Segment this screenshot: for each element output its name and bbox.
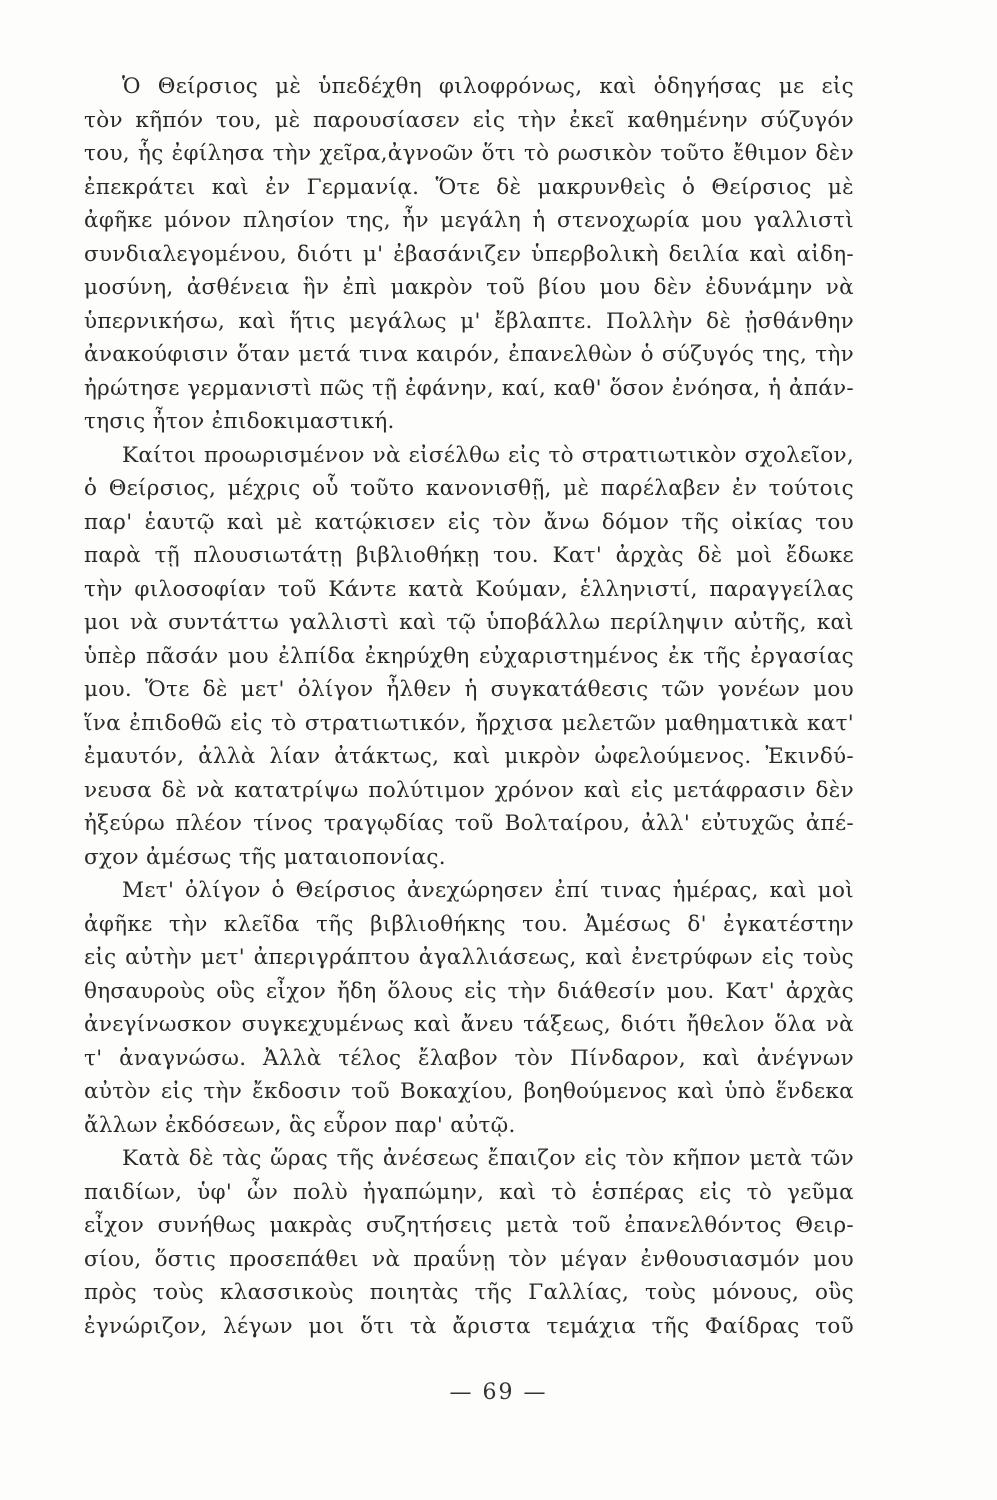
text-line: Μετ' ὀλίγον ὁ Θείρσιος ἀνεχώρησεν ἐπί τινας ἡμέρας, καὶ μοὶ xyxy=(122,878,854,903)
page-number: — 69 — xyxy=(449,1380,548,1405)
text-line: ὁ Θείρσιος, μέχρις οὗ τοῦτο κανονισθῇ, μὲ παρέλαβεν ἐν τούτοις xyxy=(84,476,854,501)
text-line: ἐγνώριζον, λέγων μοι ὅτι τὰ ἄριστα τεμάχια τῆς Φαίδρας τοῦ xyxy=(84,1313,854,1339)
body-text xyxy=(84,70,854,1343)
text-line: ἠρώτησε γερμανιστὶ πῶς τῇ ἐφάνην, καί, καθ' ὅσον ἐνόησα, ἡ ἀπάν- xyxy=(84,375,854,401)
text-line: τ' ἀναγνώσω. Ἀλλὰ τέλος ἔλαβον τὸν Πίνδαρον, καὶ ἀνέγνων xyxy=(84,1045,854,1071)
text-line: πρὸς τοὺς κλασσικοὺς ποιητὰς τῆς Γαλλίας, τοὺς μόνους, οὓς xyxy=(84,1280,854,1305)
text-line: του, ἧς ἐφίλησα τὴν χεῖρα,ἀγνοῶν ὅτι τὸ ρωσικὸν τοῦτο ἔθιμον δὲν xyxy=(84,141,854,166)
text-line: Ὁ Θείρσιος μὲ ὑπεδέχθη φιλοφρόνως, καὶ ὁδηγήσας με εἰς xyxy=(122,74,854,99)
text-line: παιδίων, ὑφ' ὧν πολὺ ἠγαπώμην, καὶ τὸ ἑσπέρας εἰς τὸ γεῦμα xyxy=(84,1179,854,1205)
text-line: εἶχον συνήθως μακρὰς συζητήσεις μετὰ τοῦ ἐπανελθόντος Θειρ- xyxy=(84,1213,854,1238)
text-line: ὑπερνικήσω, καὶ ἥτις μεγάλως μ' ἔβλαπτε. Πολλὴν δὲ ᾐσθάνθην xyxy=(84,308,854,334)
text-line: παρὰ τῇ πλουσιωτάτῃ βιβλιοθήκῃ του. Κατ' ἀρχὰς δὲ μοὶ ἔδωκε xyxy=(84,543,854,568)
text-line: τὸν κῆπόν του, μὲ παρουσίασεν εἰς τὴν ἐκεῖ καθημένην σύζυγόν xyxy=(84,107,854,133)
text-line: Καίτοι προωρισμένον νὰ εἰσέλθω εἰς τὸ στρατιωτικὸν σχολεῖον, xyxy=(122,442,854,468)
text-line: εἰς αὐτὴν μετ' ἀπεριγράπτου ἀγαλλιάσεως, καὶ ἐνετρύφων εἰς τοὺς xyxy=(84,945,854,970)
text-line: ἀνεγίνωσκον συγκεχυμένως καὶ ἄνευ τάξεως, διότι ἤθελον ὅλα νὰ xyxy=(84,1012,854,1037)
text-line: Κατὰ δὲ τὰς ὥρας τῆς ἀνέσεως ἔπαιζον εἰς τὸν κῆπον μετὰ τῶν xyxy=(122,1146,854,1171)
text-line: ἀφῆκε τὴν κλεῖδα τῆς βιβλιοθήκης του. Ἀμέσως δ' ἐγκατέστην xyxy=(84,911,854,937)
text-line: τησις ἦτον ἐπιδοκιμαστική. xyxy=(84,409,395,434)
text-line: ἐπεκράτει καὶ ἐν Γερμανίᾳ. Ὅτε δὲ μακρυνθεὶς ὁ Θείρσιος μὲ xyxy=(84,174,854,200)
text-line: παρ' ἑαυτῷ καὶ μὲ κατῴκισεν εἰς τὸν ἄνω δόμον τῆς οἰκίας του xyxy=(84,509,854,535)
text-line: ἠξεύρω πλέον τίνος τραγῳδίας τοῦ Βολταίρου, ἀλλ' εὐτυχῶς ἀπέ- xyxy=(84,811,854,836)
text-line: ἵνα ἐπιδοθῶ εἰς τὸ στρατιωτικόν, ἤρχισα μελετῶν μαθηματικὰ κατ' xyxy=(84,710,854,736)
text-line: ὑπὲρ πᾶσάν μου ἐλπίδα ἐκηρύχθη εὐχαριστημένος ἐκ τῆς ἐργασίας xyxy=(84,643,854,669)
text-line: θησαυροὺς οὓς εἶχον ἤδη ὅλους εἰς τὴν διάθεσίν μου. Κατ' ἀρχὰς xyxy=(84,978,854,1004)
text-line: ἄλλων ἐκδόσεων, ἃς εὗρον παρ' αὐτῷ. xyxy=(84,1112,516,1138)
text-line: μοσύνη, ἀσθένεια ἣν ἐπὶ μακρὸν τοῦ βίου μου δὲν ἐδυνάμην νὰ xyxy=(84,275,854,300)
text-line: συνδιαλεγομένου, διότι μ' ἐβασάνιζεν ὑπερβολικὴ δειλία καὶ αἰδη- xyxy=(84,241,854,267)
text-line: νευσα δὲ νὰ κατατρίψω πολύτιμον χρόνον καὶ εἰς μετάφρασιν δὲν xyxy=(84,777,854,803)
text-line: αὐτὸν εἰς τὴν ἔκδοσιν τοῦ Βοκαχίου, βοηθούμενος καὶ ὑπὸ ἕνδεκα xyxy=(84,1079,854,1104)
text-line: μοι νὰ συντάττω γαλλιστὶ καὶ τῷ ὑποβάλλω περίληψιν αὐτῆς, καὶ xyxy=(84,610,854,635)
text-line: ἀφῆκε μόνον πλησίον της, ἦν μεγάλη ἡ στενοχωρία μου γαλλιστὶ xyxy=(84,208,854,233)
text-line: σχον ἀμέσως τῆς ματαιοπονίας. xyxy=(84,844,446,870)
text-line: ἐμαυτόν, ἀλλὰ λίαν ἀτάκτως, καὶ μικρὸν ὠφελούμενος. Ἐκινδύ- xyxy=(84,744,854,769)
text-line: τὴν φιλοσοφίαν τοῦ Κάντε κατὰ Κούμαν, ἑλληνιστί, παραγγείλας xyxy=(84,576,854,602)
text-line: μου. Ὅτε δὲ μετ' ὀλίγον ἦλθεν ἡ συγκατάθεσις τῶν γονέων μου xyxy=(84,677,854,702)
text-line: σίου, ὅστις προσεπάθει νὰ πραΰνῃ τὸν μέγαν ἐνθουσιασμόν μου xyxy=(84,1246,854,1272)
text-line: ἀνακούφισιν ὅταν μετά τινα καιρόν, ἐπανελθὼν ὁ σύζυγός της, τὴν xyxy=(84,342,854,367)
